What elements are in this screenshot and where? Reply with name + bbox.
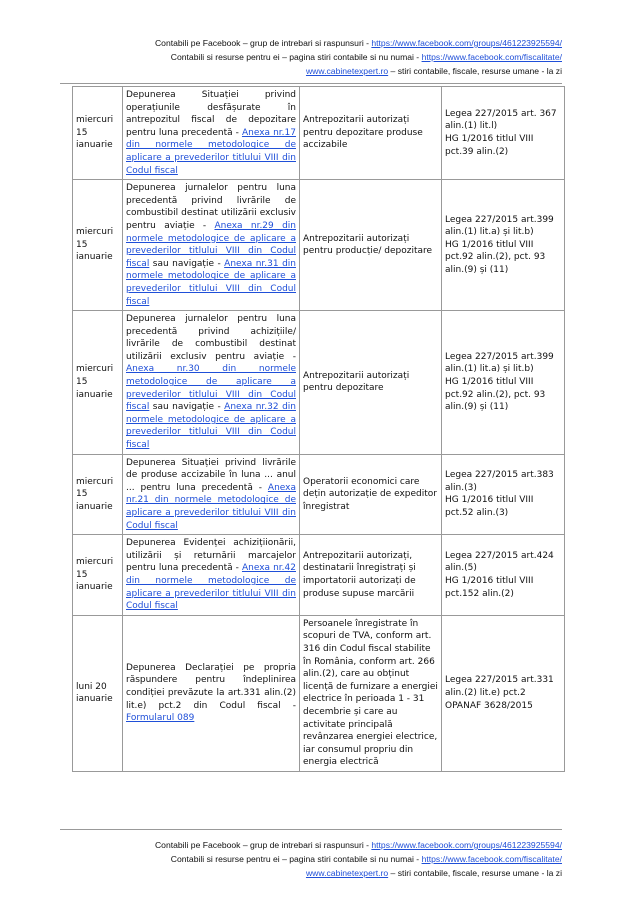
table-row (73, 535, 565, 616)
facebook-page-link[interactable]: https://www.facebook.com/fiscalitate/ (421, 52, 562, 62)
description-text: Depunerea jurnalelor pentru luna precedentă privind livrările de combustibil destinat utilizării exclusiv pentru aviație - (126, 183, 296, 231)
legal-basis: Legea 227/2015 art. 367 alin.(1) lit.l) HG 1/2016 titlul VIII pct.39 alin.(2) (442, 87, 565, 180)
deadlines-table-body (73, 87, 565, 772)
header-line-2 (60, 50, 562, 64)
obligated-parties: Persoanele înregistrate în scopuri de TVA, conform art. 316 din Codul fiscal stabilite în România, conform art. 266 alin.(2), care au obținut licență de furnizare a energiei electrice în perioada 1 - 31 decembrie și care au activitate principală revânzarea energiei electrice, iar consumul propriu din energia electrică (300, 615, 442, 771)
obligated-parties: Antrepozitarii autorizați, destinatarii înregistrați și importatorii autorizați de produse supuse marcării (300, 535, 442, 616)
deadline-date: luni 20 ianuarie (73, 615, 123, 771)
obligated-parties: Antrepozitarii autorizați pentru producție/ depozitare (300, 180, 442, 311)
table-row (73, 180, 565, 311)
obligation-description (123, 535, 300, 616)
description-text: Depunerea Situației privind operațiunile desfășurate în antrepozitul fiscal de depozitare pentru luna precedentă - (126, 90, 296, 138)
table-row (73, 615, 565, 771)
obligated-parties: Antrepozitarii autorizați pentru depozitare produse accizabile (300, 87, 442, 180)
form-annex-link[interactable]: Anexa nr.29 din normele metodologice de aplicare a prevederilor titlului VIII din Codul fiscal (126, 220, 296, 269)
header-line-2-text: Contabili si resurse pentru ei – pagina stiri contabile si nu numai - (170, 52, 422, 62)
page-footer (60, 838, 562, 880)
description-text: Depunerea jurnalelor pentru luna precedentă privind achizițiile/ livrările de combustibil destinat utilizării exclusiv pentru aviație - (126, 314, 296, 362)
table-row (73, 87, 565, 180)
table-row (73, 454, 565, 535)
facebook-group-link[interactable]: https://www.facebook.com/groups/461223925594/ (371, 38, 562, 48)
header-divider (60, 83, 562, 84)
header-line-3 (60, 64, 562, 78)
legal-basis: Legea 227/2015 art.331 alin.(2) lit.e) pct.2 OPANAF 3628/2015 (442, 615, 565, 771)
form-annex-link[interactable]: Formularul 089 (126, 713, 195, 724)
legal-basis: Legea 227/2015 art.424 alin.(5) HG 1/2016 titlul VIII pct.152 alin.(2) (442, 535, 565, 616)
footer-divider (60, 829, 562, 830)
website-link[interactable]: www.cabinetexpert.ro (305, 868, 389, 878)
description-text: Depunerea Declarației pe propria răspundere pentru îndeplinirea condiției prevăzute la art.331 alin.(2) lit.e) pct.2 din Codul fiscal - (126, 662, 296, 711)
form-annex-link[interactable]: Anexa nr.21 din normele metodologice de aplicare a prevederilor titlului VIII din Codul fiscal (126, 482, 296, 531)
table-row (73, 311, 565, 455)
legal-basis: Legea 227/2015 art.399 alin.(1) lit.a) și lit.b) HG 1/2016 titlul VIII pct.92 alin.(2), pct. 93 alin.(9) și (11) (442, 180, 565, 311)
obligation-description (123, 180, 300, 311)
obligation-description (123, 615, 300, 771)
deadline-date: miercuri 15 ianuarie (73, 535, 123, 616)
page-header (60, 36, 562, 78)
header-line-1-text: Contabili pe Facebook – grup de intrebari si raspunsuri - (154, 38, 372, 48)
facebook-group-link[interactable]: https://www.facebook.com/groups/461223925594/ (371, 840, 562, 850)
footer-line-3 (60, 866, 562, 880)
deadline-date: miercuri 15 ianuarie (73, 311, 123, 455)
deadline-date: miercuri 15 ianuarie (73, 180, 123, 311)
description-text: Depunerea Evidenței achizițiionării, utilizării și returnării marcajelor pentru luna precedentă - (126, 538, 296, 574)
deadline-date: miercuri 15 ianuarie (73, 87, 123, 180)
facebook-page-link[interactable]: https://www.facebook.com/fiscalitate/ (421, 854, 562, 864)
footer-line-2-text: Contabili si resurse pentru ei – pagina stiri contabile si nu numai - (170, 854, 422, 864)
description-connector: sau navigație - (149, 258, 225, 269)
footer-line-3-text: – stiri contabile, fiscale, resurse umane - la zi (388, 868, 562, 878)
footer-line-2 (60, 852, 562, 866)
footer-line-1 (60, 838, 562, 852)
header-line-3-text: – stiri contabile, fiscale, resurse umane - la zi (388, 66, 562, 76)
legal-basis: Legea 227/2015 art.399 alin.(1) lit.a) și lit.b) HG 1/2016 titlul VIII pct.92 alin.(2), pct. 93 alin.(9) și (11) (442, 311, 565, 455)
description-text: Depunerea Situației privind livrările de produse accizabile în luna ... anul ... pentru luna precedentă - (126, 457, 296, 493)
obligation-description (123, 311, 300, 455)
description-connector: sau navigație - (149, 402, 225, 413)
deadline-date: miercuri 15 ianuarie (73, 454, 123, 535)
form-annex-link[interactable]: Anexa nr.42 din normele metodologice de aplicare a prevederilor titlului VIII din Codul fiscal (126, 563, 296, 612)
obligation-description (123, 454, 300, 535)
footer-line-1-text: Contabili pe Facebook – grup de intrebari si raspunsuri - (154, 840, 372, 850)
form-annex-link[interactable]: Anexa nr.30 din normele metodologice de aplicare a prevederilor titlului VIII din Codul fiscal (126, 364, 296, 413)
obligated-parties: Operatorii economici care dețin autorizație de expeditor înregistrat (300, 454, 442, 535)
obligated-parties: Antrepozitarii autorizați pentru depozitare (300, 311, 442, 455)
header-line-1 (60, 36, 562, 50)
website-link[interactable]: www.cabinetexpert.ro (305, 66, 389, 76)
form-annex-link[interactable]: Anexa nr.32 din normele metodologice de aplicare a prevederilor titlului VIII din Codul fiscal (126, 402, 296, 451)
legal-basis: Legea 227/2015 art.383 alin.(3) HG 1/2016 titlul VIII pct.52 alin.(3) (442, 454, 565, 535)
deadlines-table (72, 86, 565, 772)
form-annex-link[interactable]: Anexa nr.31 din normele metodologice de aplicare a prevederilor titlului VIII din Codul fiscal (126, 258, 296, 307)
form-annex-link[interactable]: Anexa nr.17 din normele metodologice de aplicare a prevederilor titlului VIII din Codul fiscal (126, 127, 296, 176)
obligation-description (123, 87, 300, 180)
